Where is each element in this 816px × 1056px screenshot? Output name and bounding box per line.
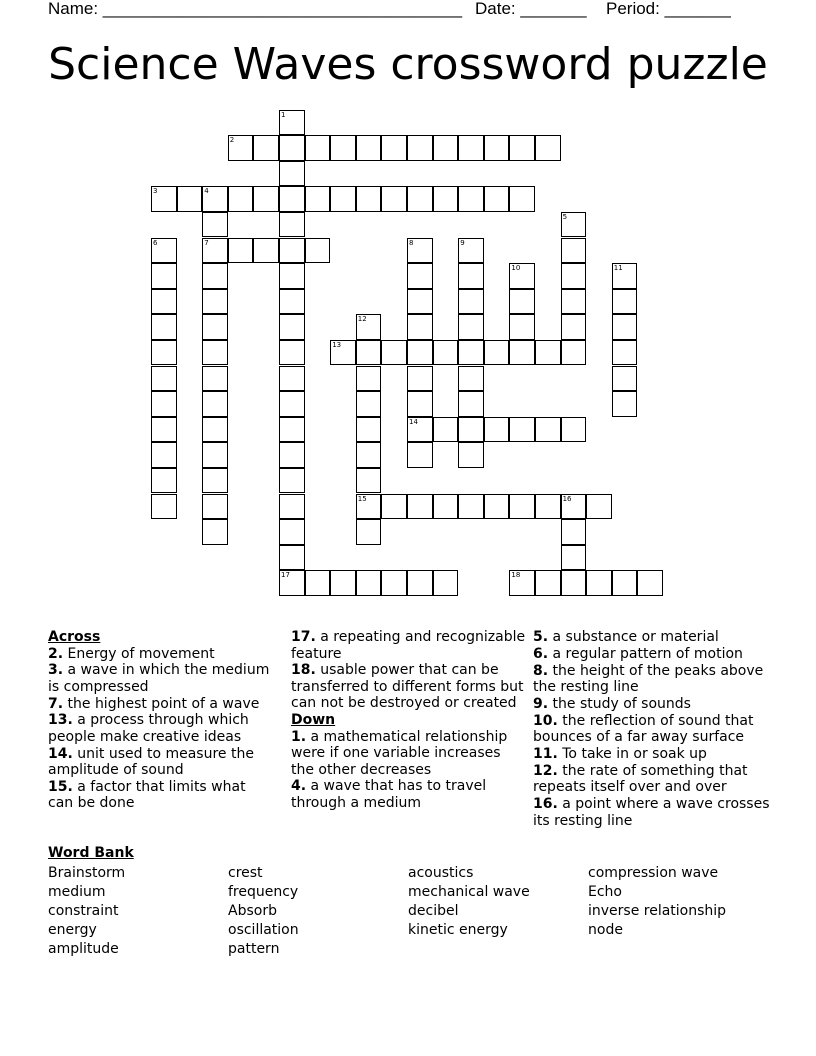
grid-cell[interactable]	[458, 135, 484, 161]
down-clues-column-3	[533, 629, 773, 829]
grid-cell[interactable]	[151, 238, 177, 264]
grid-cell[interactable]	[202, 468, 228, 494]
clue-item	[291, 662, 526, 712]
grid-cell[interactable]	[612, 289, 638, 315]
grid-cell[interactable]	[509, 263, 535, 289]
grid-cell[interactable]	[279, 468, 305, 494]
grid-cell[interactable]	[228, 238, 254, 264]
clue-number: 5	[562, 212, 568, 221]
word-bank-column-4	[588, 864, 726, 940]
clue-item	[48, 646, 273, 663]
grid-cell[interactable]	[433, 570, 459, 596]
grid-cell[interactable]	[433, 494, 459, 520]
grid-cell[interactable]	[458, 417, 484, 443]
grid-cell[interactable]	[305, 135, 331, 161]
down-heading: Down	[291, 712, 336, 729]
grid-cell[interactable]	[279, 570, 305, 596]
clue-number: 15	[357, 494, 367, 503]
clue-number: 17	[281, 571, 290, 580]
grid-cell[interactable]	[612, 391, 638, 417]
grid-cell[interactable]	[433, 135, 459, 161]
grid-cell[interactable]	[356, 570, 382, 596]
grid-cell[interactable]	[407, 570, 433, 596]
grid-cell[interactable]	[458, 366, 484, 392]
clue-number: 13	[332, 340, 342, 349]
grid-cell[interactable]	[228, 186, 254, 212]
grid-cell[interactable]	[381, 135, 407, 161]
grid-cell[interactable]	[279, 314, 305, 340]
grid-cell[interactable]	[535, 340, 561, 366]
grid-cell[interactable]	[637, 570, 663, 596]
grid-cell[interactable]	[535, 494, 561, 520]
grid-cell[interactable]	[407, 314, 433, 340]
grid-cell[interactable]	[484, 417, 510, 443]
clue-text: the rate of something that repeats itself over and over	[533, 762, 748, 796]
grid-cell[interactable]	[305, 186, 331, 212]
clue-number: 18	[511, 571, 521, 580]
grid-cell[interactable]	[356, 468, 382, 494]
grid-cell[interactable]	[202, 263, 228, 289]
grid-cell[interactable]	[151, 289, 177, 315]
word-bank-column-1	[48, 864, 125, 959]
grid-cell[interactable]	[407, 366, 433, 392]
grid-cell[interactable]	[356, 494, 382, 520]
grid-cell[interactable]	[407, 263, 433, 289]
clue-item	[48, 696, 273, 713]
grid-cell[interactable]	[458, 314, 484, 340]
word-bank-word: kinetic energy	[408, 922, 508, 938]
word-bank-column-3	[408, 864, 530, 940]
clue-number-label: 16.	[533, 796, 558, 813]
grid-cell[interactable]	[509, 135, 535, 161]
clue-number: 1	[281, 110, 286, 119]
grid-cell[interactable]	[279, 238, 305, 264]
grid-cell[interactable]	[586, 494, 612, 520]
grid-cell[interactable]	[407, 340, 433, 366]
grid-cell[interactable]	[509, 494, 535, 520]
grid-cell[interactable]	[330, 570, 356, 596]
word-bank-word: crest	[228, 865, 263, 881]
clue-text: a substance or material	[548, 629, 719, 645]
page-title: Science Waves crossword puzzle	[48, 39, 768, 90]
date-field[interactable]: Date: _______	[475, 0, 587, 18]
grid-cell[interactable]	[561, 570, 587, 596]
across-heading: Across	[48, 629, 101, 645]
grid-cell[interactable]	[202, 366, 228, 392]
grid-cell[interactable]	[458, 340, 484, 366]
grid-cell[interactable]	[381, 340, 407, 366]
word-bank-word: constraint	[48, 903, 119, 919]
clue-text: a repeating and recognizable feature	[291, 629, 526, 662]
clue-text: the height of the peaks above the resting line	[533, 662, 764, 696]
clue-item	[291, 778, 526, 811]
grid-cell[interactable]	[253, 238, 279, 264]
clue-number-label: 12.	[533, 762, 558, 779]
grid-cell[interactable]	[202, 417, 228, 443]
clue-text: usable power that can be transferred to different forms but can not be destroyed or created	[291, 662, 524, 712]
word-bank-word: mechanical wave	[408, 884, 530, 900]
grid-cell[interactable]	[356, 366, 382, 392]
grid-cell[interactable]	[561, 289, 587, 315]
grid-cell[interactable]	[279, 110, 305, 136]
grid-cell[interactable]	[202, 314, 228, 340]
clue-text: a point where a wave crosses its resting line	[533, 796, 770, 829]
grid-cell[interactable]	[407, 494, 433, 520]
grid-cell[interactable]	[561, 238, 587, 264]
clue-number: 12	[357, 315, 367, 324]
clue-item	[533, 713, 773, 746]
clue-number-label: 3.	[48, 662, 64, 679]
grid-cell[interactable]	[279, 340, 305, 366]
grid-cell[interactable]	[612, 314, 638, 340]
clue-number-label: 14.	[48, 745, 73, 762]
grid-cell[interactable]	[458, 494, 484, 520]
clue-text: unit used to measure the amplitude of sound	[48, 745, 254, 779]
clue-number-label: 10.	[533, 712, 558, 729]
grid-cell[interactable]	[151, 417, 177, 443]
clue-number: 8	[409, 238, 414, 247]
grid-cell[interactable]	[561, 340, 587, 366]
word-bank-word: Absorb	[228, 903, 277, 919]
word-bank-word: energy	[48, 922, 97, 938]
grid-cell[interactable]	[458, 391, 484, 417]
word-bank-word: pattern	[228, 941, 280, 957]
clue-number-label: 2.	[48, 645, 64, 662]
grid-cell[interactable]	[177, 186, 203, 212]
grid-cell[interactable]	[458, 238, 484, 264]
clue-item	[533, 763, 773, 796]
word-bank-word: frequency	[228, 884, 299, 900]
word-bank-word: medium	[48, 884, 106, 900]
grid-cell[interactable]	[356, 314, 382, 340]
grid-cell[interactable]	[509, 289, 535, 315]
grid-cell[interactable]	[509, 417, 535, 443]
clue-text: Energy of movement	[63, 645, 215, 662]
grid-cell[interactable]	[279, 417, 305, 443]
grid-cell[interactable]	[330, 340, 356, 366]
grid-cell[interactable]	[561, 314, 587, 340]
grid-cell[interactable]	[407, 238, 433, 264]
clue-item	[291, 729, 526, 779]
word-bank-column-2	[228, 864, 299, 959]
word-bank-word: Echo	[588, 884, 622, 900]
grid-cell[interactable]	[151, 468, 177, 494]
clue-number: 7	[204, 238, 209, 247]
grid-cell[interactable]	[279, 161, 305, 187]
grid-cell[interactable]	[612, 366, 638, 392]
clue-number-label: 13.	[48, 712, 73, 729]
word-bank-word: node	[588, 922, 623, 938]
clue-text: a mathematical relationship were if one variable increases the other decreases	[291, 728, 508, 778]
word-bank-heading: Word Bank	[48, 845, 134, 861]
grid-cell[interactable]	[279, 519, 305, 545]
clue-number: 9	[460, 238, 465, 247]
clue-item	[533, 696, 773, 713]
name-field[interactable]: Name: ______________________________________	[48, 0, 463, 18]
grid-cell[interactable]	[202, 340, 228, 366]
grid-cell[interactable]	[561, 212, 587, 238]
clue-number: 10	[511, 264, 521, 273]
grid-cell[interactable]	[458, 442, 484, 468]
clue-item	[533, 629, 773, 646]
clue-item	[48, 779, 273, 812]
grid-cell[interactable]	[151, 186, 177, 212]
grid-cell[interactable]	[151, 494, 177, 520]
grid-cell[interactable]	[279, 494, 305, 520]
grid-cell[interactable]	[612, 340, 638, 366]
clue-number-label: 11.	[533, 745, 558, 762]
clue-number-label: 6.	[533, 645, 549, 662]
clue-item	[48, 662, 273, 695]
grid-cell[interactable]	[561, 494, 587, 520]
grid-cell[interactable]	[151, 391, 177, 417]
grid-cell[interactable]	[202, 238, 228, 264]
clue-item	[533, 663, 773, 696]
grid-cell[interactable]	[535, 135, 561, 161]
grid-cell[interactable]	[151, 340, 177, 366]
word-bank-word: compression wave	[588, 865, 719, 881]
grid-cell[interactable]	[279, 186, 305, 212]
grid-cell[interactable]	[612, 570, 638, 596]
grid-cell[interactable]	[330, 135, 356, 161]
grid-cell[interactable]	[279, 289, 305, 315]
clue-number-label: 1.	[291, 728, 307, 745]
grid-cell[interactable]	[407, 135, 433, 161]
grid-cell[interactable]	[202, 494, 228, 520]
word-bank-word: decibel	[408, 903, 459, 919]
clue-number-label: 4.	[291, 778, 307, 795]
clue-number-label: 5.	[533, 629, 549, 645]
grid-cell[interactable]	[356, 442, 382, 468]
clue-number-label: 7.	[48, 695, 64, 712]
grid-cell[interactable]	[381, 570, 407, 596]
clue-item	[48, 712, 273, 745]
clue-number-label: 18.	[291, 662, 316, 679]
grid-cell[interactable]	[279, 366, 305, 392]
clues-column-2	[291, 629, 526, 812]
grid-cell[interactable]	[279, 135, 305, 161]
grid-cell[interactable]	[484, 135, 510, 161]
grid-cell[interactable]	[535, 417, 561, 443]
grid-cell[interactable]	[509, 186, 535, 212]
clue-item	[291, 629, 526, 662]
grid-cell[interactable]	[330, 186, 356, 212]
grid-cell[interactable]	[407, 289, 433, 315]
grid-cell[interactable]	[586, 570, 612, 596]
grid-cell[interactable]	[202, 442, 228, 468]
grid-cell[interactable]	[202, 212, 228, 238]
grid-cell[interactable]	[151, 442, 177, 468]
grid-cell[interactable]	[151, 314, 177, 340]
word-bank-word: amplitude	[48, 941, 119, 957]
grid-cell[interactable]	[407, 417, 433, 443]
word-bank-word: inverse relationship	[588, 903, 727, 919]
grid-cell[interactable]	[407, 186, 433, 212]
grid-cell[interactable]	[279, 391, 305, 417]
clue-number-label: 9.	[533, 695, 549, 712]
grid-cell[interactable]	[279, 545, 305, 571]
clue-text: the reflection of sound that bounces of a far away surface	[533, 712, 754, 746]
clue-text: a wave that has to travel through a medium	[291, 778, 487, 811]
grid-cell[interactable]	[561, 417, 587, 443]
grid-cell[interactable]	[202, 289, 228, 315]
grid-cell[interactable]	[151, 366, 177, 392]
grid-cell[interactable]	[407, 442, 433, 468]
clue-text: the highest point of a wave	[63, 695, 260, 712]
grid-cell[interactable]	[484, 494, 510, 520]
clue-number: 6	[153, 238, 158, 247]
grid-cell[interactable]	[381, 186, 407, 212]
grid-cell[interactable]	[535, 570, 561, 596]
grid-cell[interactable]	[305, 238, 331, 264]
grid-cell[interactable]	[279, 263, 305, 289]
word-bank-word: oscillation	[228, 922, 299, 938]
grid-cell[interactable]	[279, 212, 305, 238]
grid-cell[interactable]	[561, 545, 587, 571]
clue-text: a process through which people make creative ideas	[48, 712, 249, 745]
clue-item	[533, 746, 773, 763]
grid-cell[interactable]	[433, 186, 459, 212]
grid-cell[interactable]	[484, 340, 510, 366]
grid-cell[interactable]	[202, 391, 228, 417]
grid-cell[interactable]	[458, 263, 484, 289]
grid-cell[interactable]	[509, 340, 535, 366]
grid-cell[interactable]	[253, 135, 279, 161]
grid-cell[interactable]	[484, 186, 510, 212]
clue-number-label: 17.	[291, 629, 316, 645]
clue-text: To take in or soak up	[557, 745, 707, 762]
clue-text: the study of sounds	[548, 695, 691, 712]
clue-number: 16	[562, 494, 572, 503]
clue-number-label: 15.	[48, 778, 73, 795]
grid-cell[interactable]	[356, 519, 382, 545]
grid-cell[interactable]	[356, 340, 382, 366]
clue-number: 14	[409, 417, 418, 426]
clue-item	[533, 646, 773, 663]
grid-cell[interactable]	[202, 519, 228, 545]
grid-cell[interactable]	[356, 135, 382, 161]
clue-text: a regular pattern of motion	[548, 645, 743, 662]
grid-cell[interactable]	[433, 417, 459, 443]
clue-item	[533, 796, 773, 829]
grid-cell[interactable]	[305, 570, 331, 596]
word-bank-word: acoustics	[408, 865, 474, 881]
clue-number: 11	[613, 264, 623, 273]
grid-cell[interactable]	[509, 314, 535, 340]
clue-text: a factor that limits what can be done	[48, 778, 246, 812]
grid-cell[interactable]	[151, 263, 177, 289]
period-field[interactable]: Period: _______	[606, 0, 731, 18]
clue-number-label: 8.	[533, 662, 549, 679]
grid-cell[interactable]	[202, 186, 228, 212]
grid-cell[interactable]	[228, 135, 254, 161]
grid-cell[interactable]	[356, 186, 382, 212]
word-bank-word: Brainstorm	[48, 865, 126, 881]
grid-cell[interactable]	[381, 494, 407, 520]
clue-number: 3	[153, 187, 158, 196]
grid-cell[interactable]	[279, 442, 305, 468]
grid-cell[interactable]	[407, 391, 433, 417]
grid-cell[interactable]	[458, 186, 484, 212]
clue-item	[48, 746, 273, 779]
across-clues-column-1	[48, 629, 273, 812]
grid-cell[interactable]	[612, 263, 638, 289]
grid-cell[interactable]	[561, 519, 587, 545]
grid-cell[interactable]	[356, 391, 382, 417]
clue-number: 4	[204, 187, 209, 196]
grid-cell[interactable]	[356, 417, 382, 443]
grid-cell[interactable]	[253, 186, 279, 212]
grid-cell[interactable]	[458, 289, 484, 315]
grid-cell[interactable]	[561, 263, 587, 289]
clue-text: a wave in which the medium is compressed	[48, 662, 270, 695]
clue-number: 2	[229, 136, 235, 145]
grid-cell[interactable]	[433, 340, 459, 366]
grid-cell[interactable]	[509, 570, 535, 596]
